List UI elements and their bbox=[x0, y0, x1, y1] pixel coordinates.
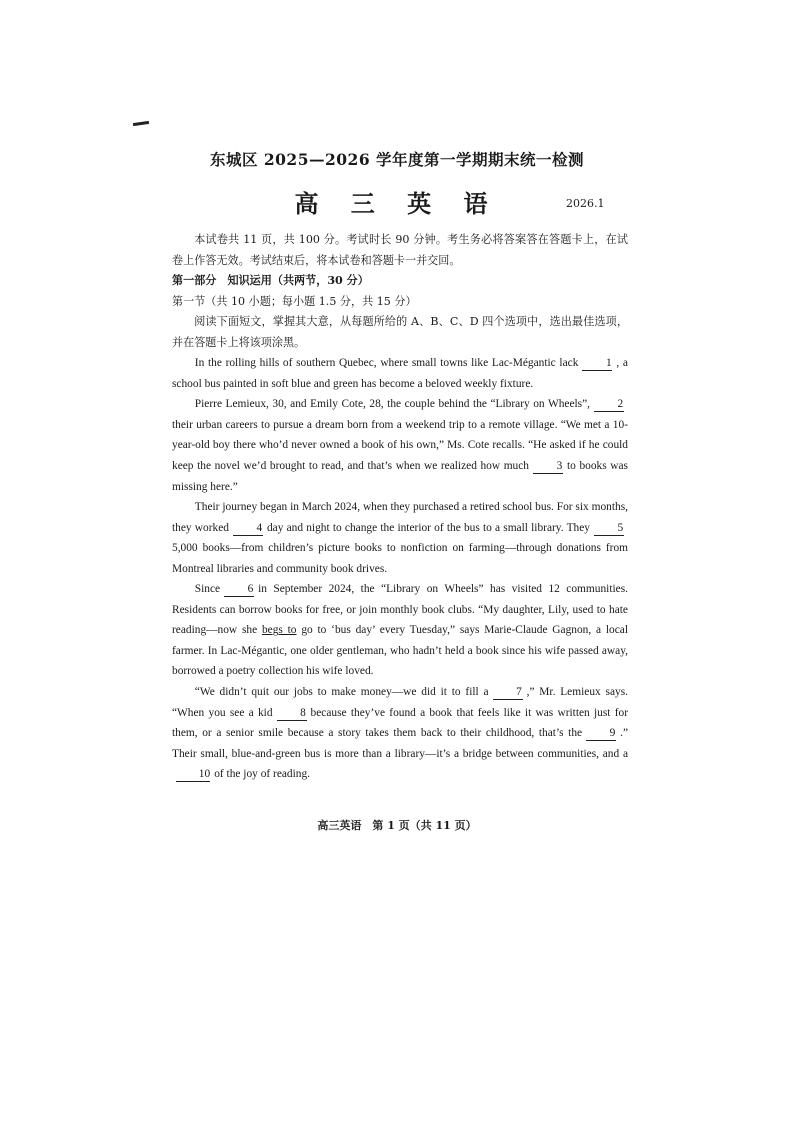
blank-2: 2 bbox=[594, 397, 624, 412]
section-heading: 第一节（共 10 小题；每小题 1.5 分，共 15 分） bbox=[172, 294, 417, 308]
page-footer: 高三英语 第 1 页（共 11 页） bbox=[317, 819, 477, 832]
part-heading: 第一部分 知识运用（共两节，30 分） bbox=[172, 274, 369, 288]
passage-paragraph-4: Since 6 in September 2024, the “Library on Wheels” has visited 12 communities. Residents can borrow books for free, or join monthly book clubs. “My daughter, Lily, used to hate reading—now she begs to go to ‘bus day’ every Tuesday,” says Marie-Claude Gagnon, a local farmer. In Lac-Mégantic, one older gentleman, who hadn’t held a book since his wife passed away, borrowed a poetry collection his wife loved. bbox=[172, 583, 628, 678]
blank-5: 5 bbox=[594, 521, 624, 536]
blank-10: 10 bbox=[176, 767, 210, 782]
directions-text: 阅读下面短文，掌握其大意，从每题所给的 A、B、C、D 四个选项中，选出最佳选项，并在答题卡上将该项涂黑。 bbox=[172, 315, 628, 349]
passage-paragraph-2: Pierre Lemieux, 30, and Emily Cote, 28, the couple behind the “Library on Wheels”, 2their urban careers to pursue a dream born from a weekend trip to a remote village. “We met a 10-year-old boy there who’d never owned a book of his own,” Ms. Cote recalls. “He asked if he could keep the novel we’d brought to read, and that’s when we realized how much 3 to books was missing here.” bbox=[172, 398, 628, 493]
passage-paragraph-5: “We didn’t quit our jobs to make money—we did it to fill a 7 ,” Mr. Lemieux says. “When you see a kid 8 because they’ve found a book that feels like it was written just for them, or a senior smile because a story takes them back to their childhood, that’s the 9 .” Their small, blue-and-green bus is more than a library—it’s a bridge between communities, and a10 of the joy of reading. bbox=[172, 686, 628, 781]
passage-paragraph-3: Their journey began in March 2024, when they purchased a retired school bus. For six months, they worked 4 day and night to change the interior of the bus to a small library. They 55,000 books—from children’s picture books to nonfiction on farming—through donations from Montreal libraries and community book drives. bbox=[172, 501, 628, 575]
blank-6: 6 bbox=[224, 582, 254, 597]
exam-title: 东城区 2025—2026 学年度第一学期期末统一检测 bbox=[209, 150, 585, 169]
instructions-text: 本试卷共 11 页，共 100 分。考试时长 90 分钟。考生务必将答案答在答题卡上，在试卷上作答无效。考试结束后，将本试卷和答题卡一并交回。 bbox=[172, 233, 628, 267]
subject-title: 高 三 英 语 bbox=[294, 189, 500, 218]
passage-paragraph-1: In the rolling hills of southern Quebec, where small towns like Lac-Mégantic lack 1 , a school bus painted in soft blue and green has become a beloved weekly fixture. bbox=[172, 357, 628, 390]
blank-8: 8 bbox=[277, 706, 307, 721]
page-content bbox=[172, 230, 628, 785]
exam-date: 2026.1 bbox=[566, 197, 605, 210]
blank-3: 3 bbox=[533, 459, 563, 474]
underlined-phrase: begs to bbox=[261, 624, 297, 637]
blank-7: 7 bbox=[493, 685, 523, 700]
blank-1: 1 bbox=[582, 356, 612, 371]
blank-9: 9 bbox=[586, 726, 616, 741]
margin-mark bbox=[133, 121, 149, 126]
blank-4: 4 bbox=[233, 521, 263, 536]
